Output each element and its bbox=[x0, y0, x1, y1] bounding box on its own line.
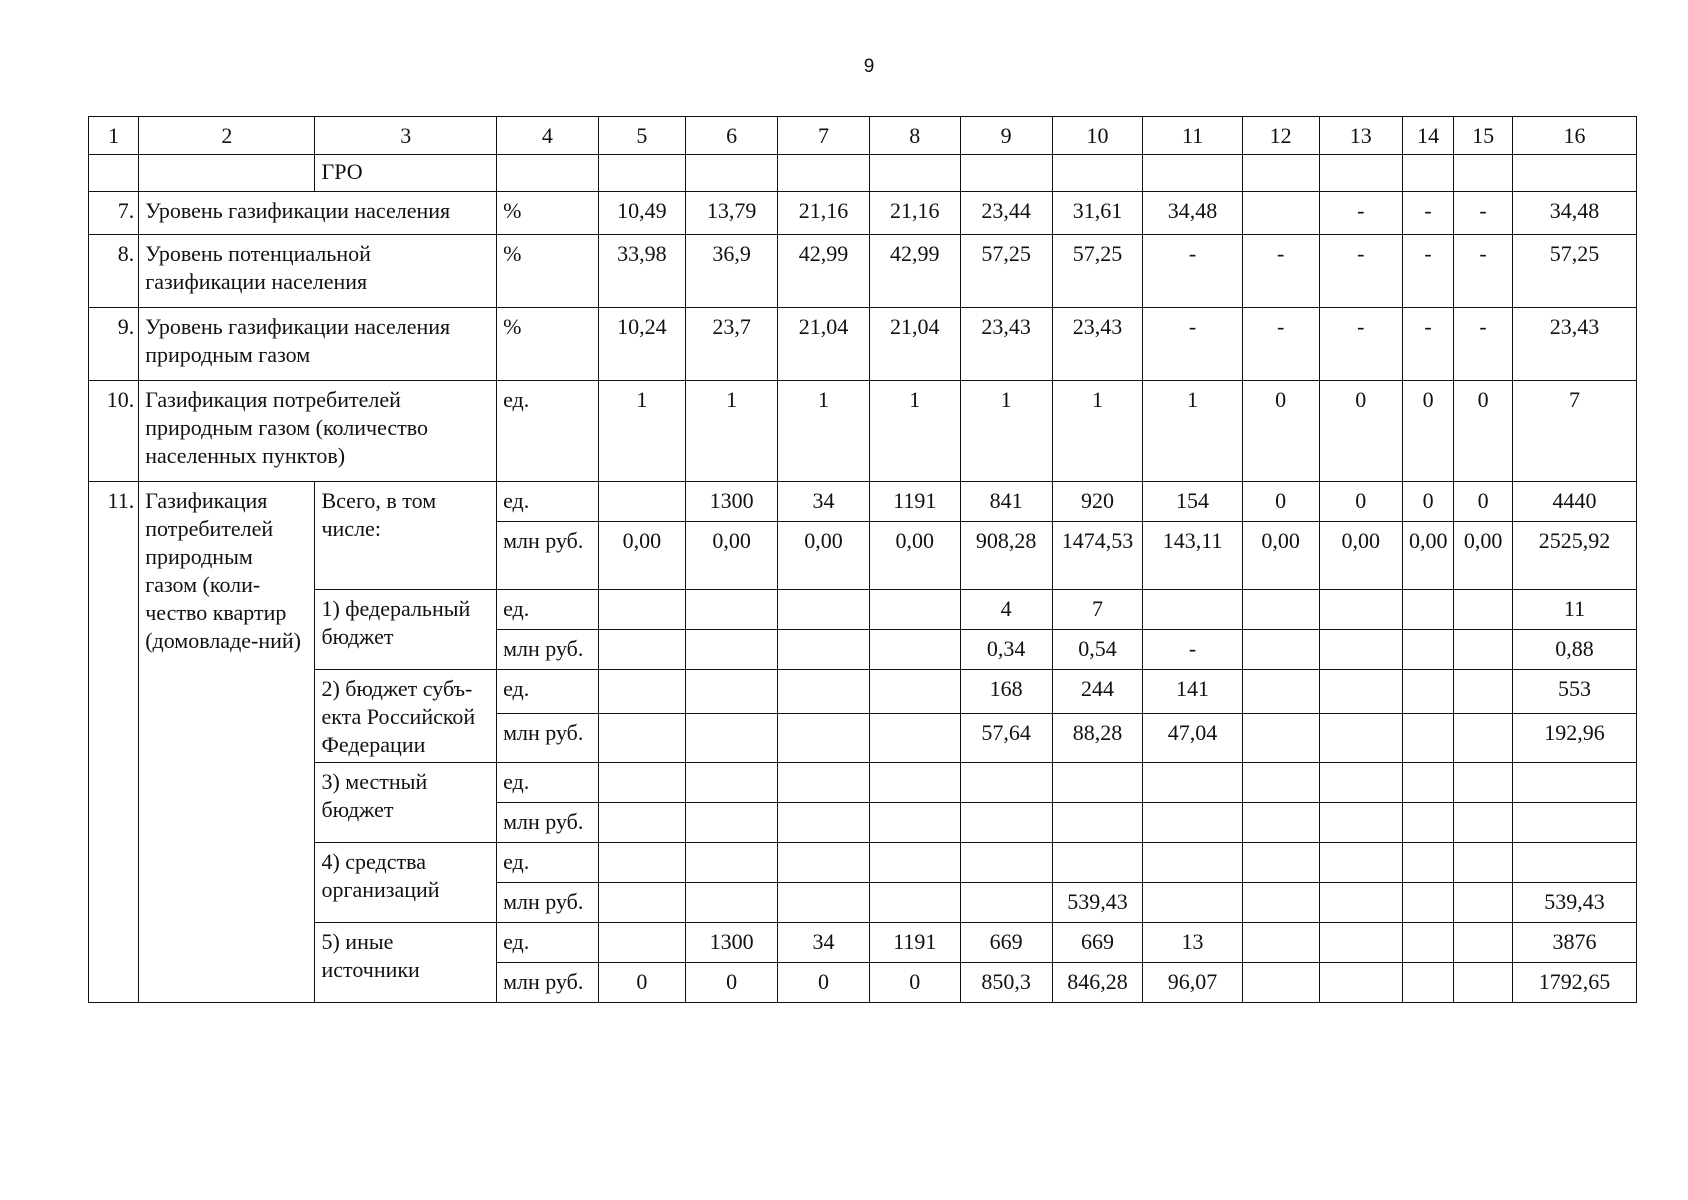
value-cell bbox=[869, 713, 960, 762]
value-cell: - bbox=[1319, 235, 1402, 308]
value-cell bbox=[1402, 670, 1453, 714]
value-cell: 42,99 bbox=[869, 235, 960, 308]
value-cell bbox=[1454, 803, 1513, 843]
value-cell bbox=[1242, 883, 1319, 923]
value-cell bbox=[1242, 713, 1319, 762]
value-cell bbox=[869, 590, 960, 630]
value-cell: - bbox=[1242, 235, 1319, 308]
value-cell: - bbox=[1454, 235, 1513, 308]
funding-row-units bbox=[89, 670, 1637, 714]
value-cell bbox=[778, 713, 870, 762]
unit-cell: ед. bbox=[497, 763, 598, 803]
value-cell: 0 bbox=[1242, 381, 1319, 482]
value-cell bbox=[1242, 803, 1319, 843]
column-number-header: 10 bbox=[1052, 117, 1143, 155]
value-cell: 539,43 bbox=[1052, 883, 1143, 923]
value-cell bbox=[686, 713, 778, 762]
unit-cell: % bbox=[497, 192, 598, 235]
value-cell: 0 bbox=[686, 963, 778, 1003]
indicator-name-cell: Газификация потребителей природным газом (коли-чество квартир (домовладе-ний) bbox=[139, 482, 315, 1003]
unit-cell: ед. bbox=[497, 381, 598, 482]
value-cell: - bbox=[1242, 308, 1319, 381]
value-cell bbox=[869, 803, 960, 843]
value-cell: 10,49 bbox=[598, 192, 686, 235]
column-number-header: 7 bbox=[778, 117, 870, 155]
value-cell: 11 bbox=[1512, 590, 1636, 630]
value-cell: 0,00 bbox=[686, 522, 778, 590]
value-cell bbox=[960, 763, 1052, 803]
value-cell bbox=[1319, 155, 1402, 192]
value-cell bbox=[869, 883, 960, 923]
unit-cell: ед. bbox=[497, 670, 598, 714]
value-cell bbox=[598, 923, 686, 963]
value-cell bbox=[1052, 155, 1143, 192]
value-cell bbox=[778, 843, 870, 883]
row-number-cell: 11. bbox=[89, 482, 139, 1003]
value-cell bbox=[1052, 843, 1143, 883]
indicator-row bbox=[89, 235, 1637, 308]
unit-cell: ед. bbox=[497, 843, 598, 883]
value-cell bbox=[1242, 155, 1319, 192]
column-number-header: 6 bbox=[686, 117, 778, 155]
value-cell: 2525,92 bbox=[1512, 522, 1636, 590]
value-cell bbox=[1319, 803, 1402, 843]
value-cell bbox=[1242, 670, 1319, 714]
value-cell bbox=[1319, 843, 1402, 883]
value-cell bbox=[1402, 630, 1453, 670]
value-cell bbox=[1143, 843, 1242, 883]
value-cell bbox=[686, 883, 778, 923]
value-cell bbox=[1052, 763, 1143, 803]
value-cell: 669 bbox=[960, 923, 1052, 963]
value-cell: 0 bbox=[778, 963, 870, 1003]
value-cell: 1 bbox=[778, 381, 870, 482]
value-cell bbox=[1319, 630, 1402, 670]
unit-cell: ед. bbox=[497, 590, 598, 630]
value-cell: - bbox=[1402, 192, 1453, 235]
indicator-name-cell: Уровень потенциальной газификации населения bbox=[139, 235, 497, 308]
value-cell bbox=[960, 843, 1052, 883]
value-cell bbox=[1402, 590, 1453, 630]
unit-cell: млн руб. bbox=[497, 522, 598, 590]
value-cell bbox=[1402, 883, 1453, 923]
value-cell: 0 bbox=[598, 963, 686, 1003]
value-cell: - bbox=[1402, 308, 1453, 381]
funding-row-units bbox=[89, 763, 1637, 803]
column-number-header: 13 bbox=[1319, 117, 1402, 155]
value-cell bbox=[1319, 713, 1402, 762]
value-cell bbox=[1242, 963, 1319, 1003]
value-cell bbox=[1454, 630, 1513, 670]
value-cell: 33,98 bbox=[598, 235, 686, 308]
value-cell: 539,43 bbox=[1512, 883, 1636, 923]
value-cell bbox=[1402, 763, 1453, 803]
value-cell bbox=[686, 843, 778, 883]
value-cell bbox=[1319, 670, 1402, 714]
value-cell: 36,9 bbox=[686, 235, 778, 308]
value-cell: - bbox=[1319, 192, 1402, 235]
value-cell bbox=[1454, 590, 1513, 630]
indicator-name-cell: Уровень газификации населения природным газом bbox=[139, 308, 497, 381]
value-cell: 0,00 bbox=[1402, 522, 1453, 590]
row-number-cell bbox=[89, 155, 139, 192]
value-cell bbox=[1319, 963, 1402, 1003]
value-cell: 13,79 bbox=[686, 192, 778, 235]
value-cell: 0 bbox=[869, 963, 960, 1003]
value-cell bbox=[1402, 155, 1453, 192]
indicator-row bbox=[89, 308, 1637, 381]
row-number-cell: 7. bbox=[89, 192, 139, 235]
value-cell bbox=[1402, 843, 1453, 883]
value-cell: 143,11 bbox=[1143, 522, 1242, 590]
value-cell: 850,3 bbox=[960, 963, 1052, 1003]
value-cell bbox=[960, 803, 1052, 843]
value-cell: 10,24 bbox=[598, 308, 686, 381]
value-cell: 141 bbox=[1143, 670, 1242, 714]
value-cell: 0 bbox=[1319, 482, 1402, 522]
value-cell bbox=[1143, 155, 1242, 192]
value-cell bbox=[686, 670, 778, 714]
value-cell: 23,43 bbox=[1512, 308, 1636, 381]
value-cell: 1 bbox=[1143, 381, 1242, 482]
value-cell: 13 bbox=[1143, 923, 1242, 963]
funding-source-cell: 3) местный бюджет bbox=[315, 763, 497, 843]
value-cell: 7 bbox=[1512, 381, 1636, 482]
value-cell: 1792,65 bbox=[1512, 963, 1636, 1003]
value-cell bbox=[960, 155, 1052, 192]
value-cell: 47,04 bbox=[1143, 713, 1242, 762]
value-cell bbox=[1454, 155, 1513, 192]
column-number-header: 9 bbox=[960, 117, 1052, 155]
value-cell: 21,04 bbox=[778, 308, 870, 381]
unit-cell: % bbox=[497, 235, 598, 308]
value-cell bbox=[686, 630, 778, 670]
value-cell: 21,16 bbox=[778, 192, 870, 235]
value-cell bbox=[1402, 963, 1453, 1003]
value-cell: 88,28 bbox=[1052, 713, 1143, 762]
column-number-header: 2 bbox=[139, 117, 315, 155]
value-cell: 1 bbox=[598, 381, 686, 482]
value-cell: 192,96 bbox=[1512, 713, 1636, 762]
value-cell bbox=[869, 155, 960, 192]
column-number-header: 3 bbox=[315, 117, 497, 155]
value-cell bbox=[598, 670, 686, 714]
indicator-row bbox=[89, 381, 1637, 482]
header-row bbox=[89, 117, 1637, 155]
value-cell bbox=[1242, 923, 1319, 963]
value-cell bbox=[686, 803, 778, 843]
row-number-cell: 10. bbox=[89, 381, 139, 482]
value-cell bbox=[598, 590, 686, 630]
value-cell bbox=[1402, 923, 1453, 963]
value-cell bbox=[1454, 670, 1513, 714]
value-cell: 0,00 bbox=[869, 522, 960, 590]
value-cell bbox=[598, 803, 686, 843]
value-cell: 34,48 bbox=[1512, 192, 1636, 235]
funding-source-cell: 1) федеральный бюджет bbox=[315, 590, 497, 670]
value-cell bbox=[1402, 713, 1453, 762]
value-cell bbox=[686, 763, 778, 803]
value-cell: 0,34 bbox=[960, 630, 1052, 670]
value-cell bbox=[497, 155, 598, 192]
value-cell: 57,25 bbox=[1052, 235, 1143, 308]
value-cell: 920 bbox=[1052, 482, 1143, 522]
value-cell bbox=[1052, 803, 1143, 843]
column-number-header: 11 bbox=[1143, 117, 1242, 155]
value-cell bbox=[1512, 843, 1636, 883]
value-cell: 244 bbox=[1052, 670, 1143, 714]
value-cell: 0 bbox=[1454, 482, 1513, 522]
value-cell bbox=[778, 590, 870, 630]
unit-cell: млн руб. bbox=[497, 713, 598, 762]
page-number: 9 bbox=[863, 56, 875, 77]
value-cell bbox=[598, 155, 686, 192]
funding-row-units bbox=[89, 482, 1637, 522]
value-cell bbox=[1402, 803, 1453, 843]
value-cell bbox=[1143, 883, 1242, 923]
column-number-header: 8 bbox=[869, 117, 960, 155]
value-cell: - bbox=[1143, 630, 1242, 670]
value-cell bbox=[869, 843, 960, 883]
value-cell: 4 bbox=[960, 590, 1052, 630]
value-cell: - bbox=[1454, 192, 1513, 235]
value-cell bbox=[1454, 763, 1513, 803]
value-cell bbox=[598, 763, 686, 803]
value-cell bbox=[1242, 763, 1319, 803]
value-cell: 908,28 bbox=[960, 522, 1052, 590]
value-cell bbox=[1242, 590, 1319, 630]
value-cell: 1 bbox=[960, 381, 1052, 482]
unit-cell: ед. bbox=[497, 923, 598, 963]
value-cell: 34 bbox=[778, 482, 870, 522]
column-number-header: 4 bbox=[497, 117, 598, 155]
value-cell bbox=[1512, 763, 1636, 803]
value-cell: 0 bbox=[1242, 482, 1319, 522]
value-cell bbox=[1319, 883, 1402, 923]
value-cell: 1191 bbox=[869, 482, 960, 522]
value-cell: 1300 bbox=[686, 923, 778, 963]
value-cell bbox=[1143, 763, 1242, 803]
value-cell: 21,04 bbox=[869, 308, 960, 381]
value-cell: 21,16 bbox=[869, 192, 960, 235]
value-cell: 0,54 bbox=[1052, 630, 1143, 670]
value-cell: 1474,53 bbox=[1052, 522, 1143, 590]
value-cell: 1 bbox=[869, 381, 960, 482]
value-cell bbox=[686, 590, 778, 630]
value-cell: 31,61 bbox=[1052, 192, 1143, 235]
indicator-name-cell: Уровень газификации населения bbox=[139, 192, 497, 235]
value-cell: 0 bbox=[1402, 482, 1453, 522]
value-cell: 23,7 bbox=[686, 308, 778, 381]
gro-label: ГРО bbox=[315, 155, 497, 192]
funding-source-cell: 4) средства организаций bbox=[315, 843, 497, 923]
value-cell: 0 bbox=[1319, 381, 1402, 482]
value-cell bbox=[598, 883, 686, 923]
funding-source-cell: 2) бюджет субъ-екта Российской Федерации bbox=[315, 670, 497, 763]
value-cell: 1191 bbox=[869, 923, 960, 963]
value-cell: 4440 bbox=[1512, 482, 1636, 522]
value-cell: - bbox=[1454, 308, 1513, 381]
value-cell bbox=[778, 803, 870, 843]
column-number-header: 15 bbox=[1454, 117, 1513, 155]
value-cell bbox=[869, 630, 960, 670]
column-number-header: 12 bbox=[1242, 117, 1319, 155]
value-cell: 0,00 bbox=[778, 522, 870, 590]
value-cell: 669 bbox=[1052, 923, 1143, 963]
value-cell bbox=[598, 713, 686, 762]
value-cell bbox=[1242, 192, 1319, 235]
value-cell bbox=[1319, 923, 1402, 963]
value-cell bbox=[778, 155, 870, 192]
value-cell: 34,48 bbox=[1143, 192, 1242, 235]
column-number-header: 5 bbox=[598, 117, 686, 155]
funding-row-units bbox=[89, 590, 1637, 630]
value-cell bbox=[1319, 590, 1402, 630]
value-cell: 3876 bbox=[1512, 923, 1636, 963]
unit-cell: млн руб. bbox=[497, 803, 598, 843]
data-table bbox=[88, 116, 1637, 1003]
value-cell bbox=[778, 763, 870, 803]
value-cell bbox=[1143, 590, 1242, 630]
unit-cell: млн руб. bbox=[497, 883, 598, 923]
value-cell: - bbox=[1143, 235, 1242, 308]
value-cell: 846,28 bbox=[1052, 963, 1143, 1003]
value-cell bbox=[1454, 883, 1513, 923]
value-cell: 23,43 bbox=[1052, 308, 1143, 381]
value-cell bbox=[686, 155, 778, 192]
value-cell bbox=[1512, 155, 1636, 192]
value-cell: 1 bbox=[686, 381, 778, 482]
value-cell: 0 bbox=[1402, 381, 1453, 482]
value-cell bbox=[778, 630, 870, 670]
indicator-name-cell: Газификация потребителей природным газом (количество населенных пунктов) bbox=[139, 381, 497, 482]
value-cell: 34 bbox=[778, 923, 870, 963]
unit-cell: % bbox=[497, 308, 598, 381]
value-cell bbox=[1143, 803, 1242, 843]
indicator-cell bbox=[139, 155, 315, 192]
column-number-header: 1 bbox=[89, 117, 139, 155]
row-number-cell: 9. bbox=[89, 308, 139, 381]
value-cell: 23,44 bbox=[960, 192, 1052, 235]
value-cell: - bbox=[1143, 308, 1242, 381]
value-cell: 7 bbox=[1052, 590, 1143, 630]
value-cell bbox=[1319, 763, 1402, 803]
value-cell bbox=[1242, 843, 1319, 883]
value-cell: 0,00 bbox=[1242, 522, 1319, 590]
value-cell: 57,25 bbox=[960, 235, 1052, 308]
value-cell bbox=[778, 883, 870, 923]
value-cell: 57,64 bbox=[960, 713, 1052, 762]
value-cell: 154 bbox=[1143, 482, 1242, 522]
funding-source-cell: Всего, в том числе: bbox=[315, 482, 497, 590]
unit-cell: млн руб. bbox=[497, 630, 598, 670]
value-cell bbox=[778, 670, 870, 714]
funding-source-cell: 5) иные источники bbox=[315, 923, 497, 1003]
value-cell bbox=[598, 630, 686, 670]
value-cell: 0,88 bbox=[1512, 630, 1636, 670]
value-cell: 841 bbox=[960, 482, 1052, 522]
value-cell bbox=[1242, 630, 1319, 670]
value-cell: 0 bbox=[1454, 381, 1513, 482]
funding-row-units bbox=[89, 843, 1637, 883]
value-cell: - bbox=[1319, 308, 1402, 381]
value-cell bbox=[1512, 803, 1636, 843]
value-cell bbox=[598, 482, 686, 522]
value-cell: 23,43 bbox=[960, 308, 1052, 381]
unit-cell: ед. bbox=[497, 482, 598, 522]
value-cell: 1300 bbox=[686, 482, 778, 522]
value-cell bbox=[869, 763, 960, 803]
row-number-cell: 8. bbox=[89, 235, 139, 308]
value-cell: 0,00 bbox=[1454, 522, 1513, 590]
value-cell: - bbox=[1402, 235, 1453, 308]
value-cell bbox=[1454, 713, 1513, 762]
value-cell: 168 bbox=[960, 670, 1052, 714]
indicator-row bbox=[89, 192, 1637, 235]
value-cell bbox=[1454, 963, 1513, 1003]
column-number-header: 16 bbox=[1512, 117, 1636, 155]
continuation-row bbox=[89, 155, 1637, 192]
value-cell bbox=[960, 883, 1052, 923]
value-cell bbox=[598, 843, 686, 883]
funding-row-units bbox=[89, 923, 1637, 963]
value-cell bbox=[1454, 923, 1513, 963]
value-cell: 0,00 bbox=[598, 522, 686, 590]
value-cell: 0,00 bbox=[1319, 522, 1402, 590]
value-cell: 57,25 bbox=[1512, 235, 1636, 308]
value-cell: 96,07 bbox=[1143, 963, 1242, 1003]
unit-cell: млн руб. bbox=[497, 963, 598, 1003]
value-cell: 553 bbox=[1512, 670, 1636, 714]
column-number-header: 14 bbox=[1402, 117, 1453, 155]
value-cell: 1 bbox=[1052, 381, 1143, 482]
value-cell bbox=[1454, 843, 1513, 883]
value-cell: 42,99 bbox=[778, 235, 870, 308]
value-cell bbox=[869, 670, 960, 714]
